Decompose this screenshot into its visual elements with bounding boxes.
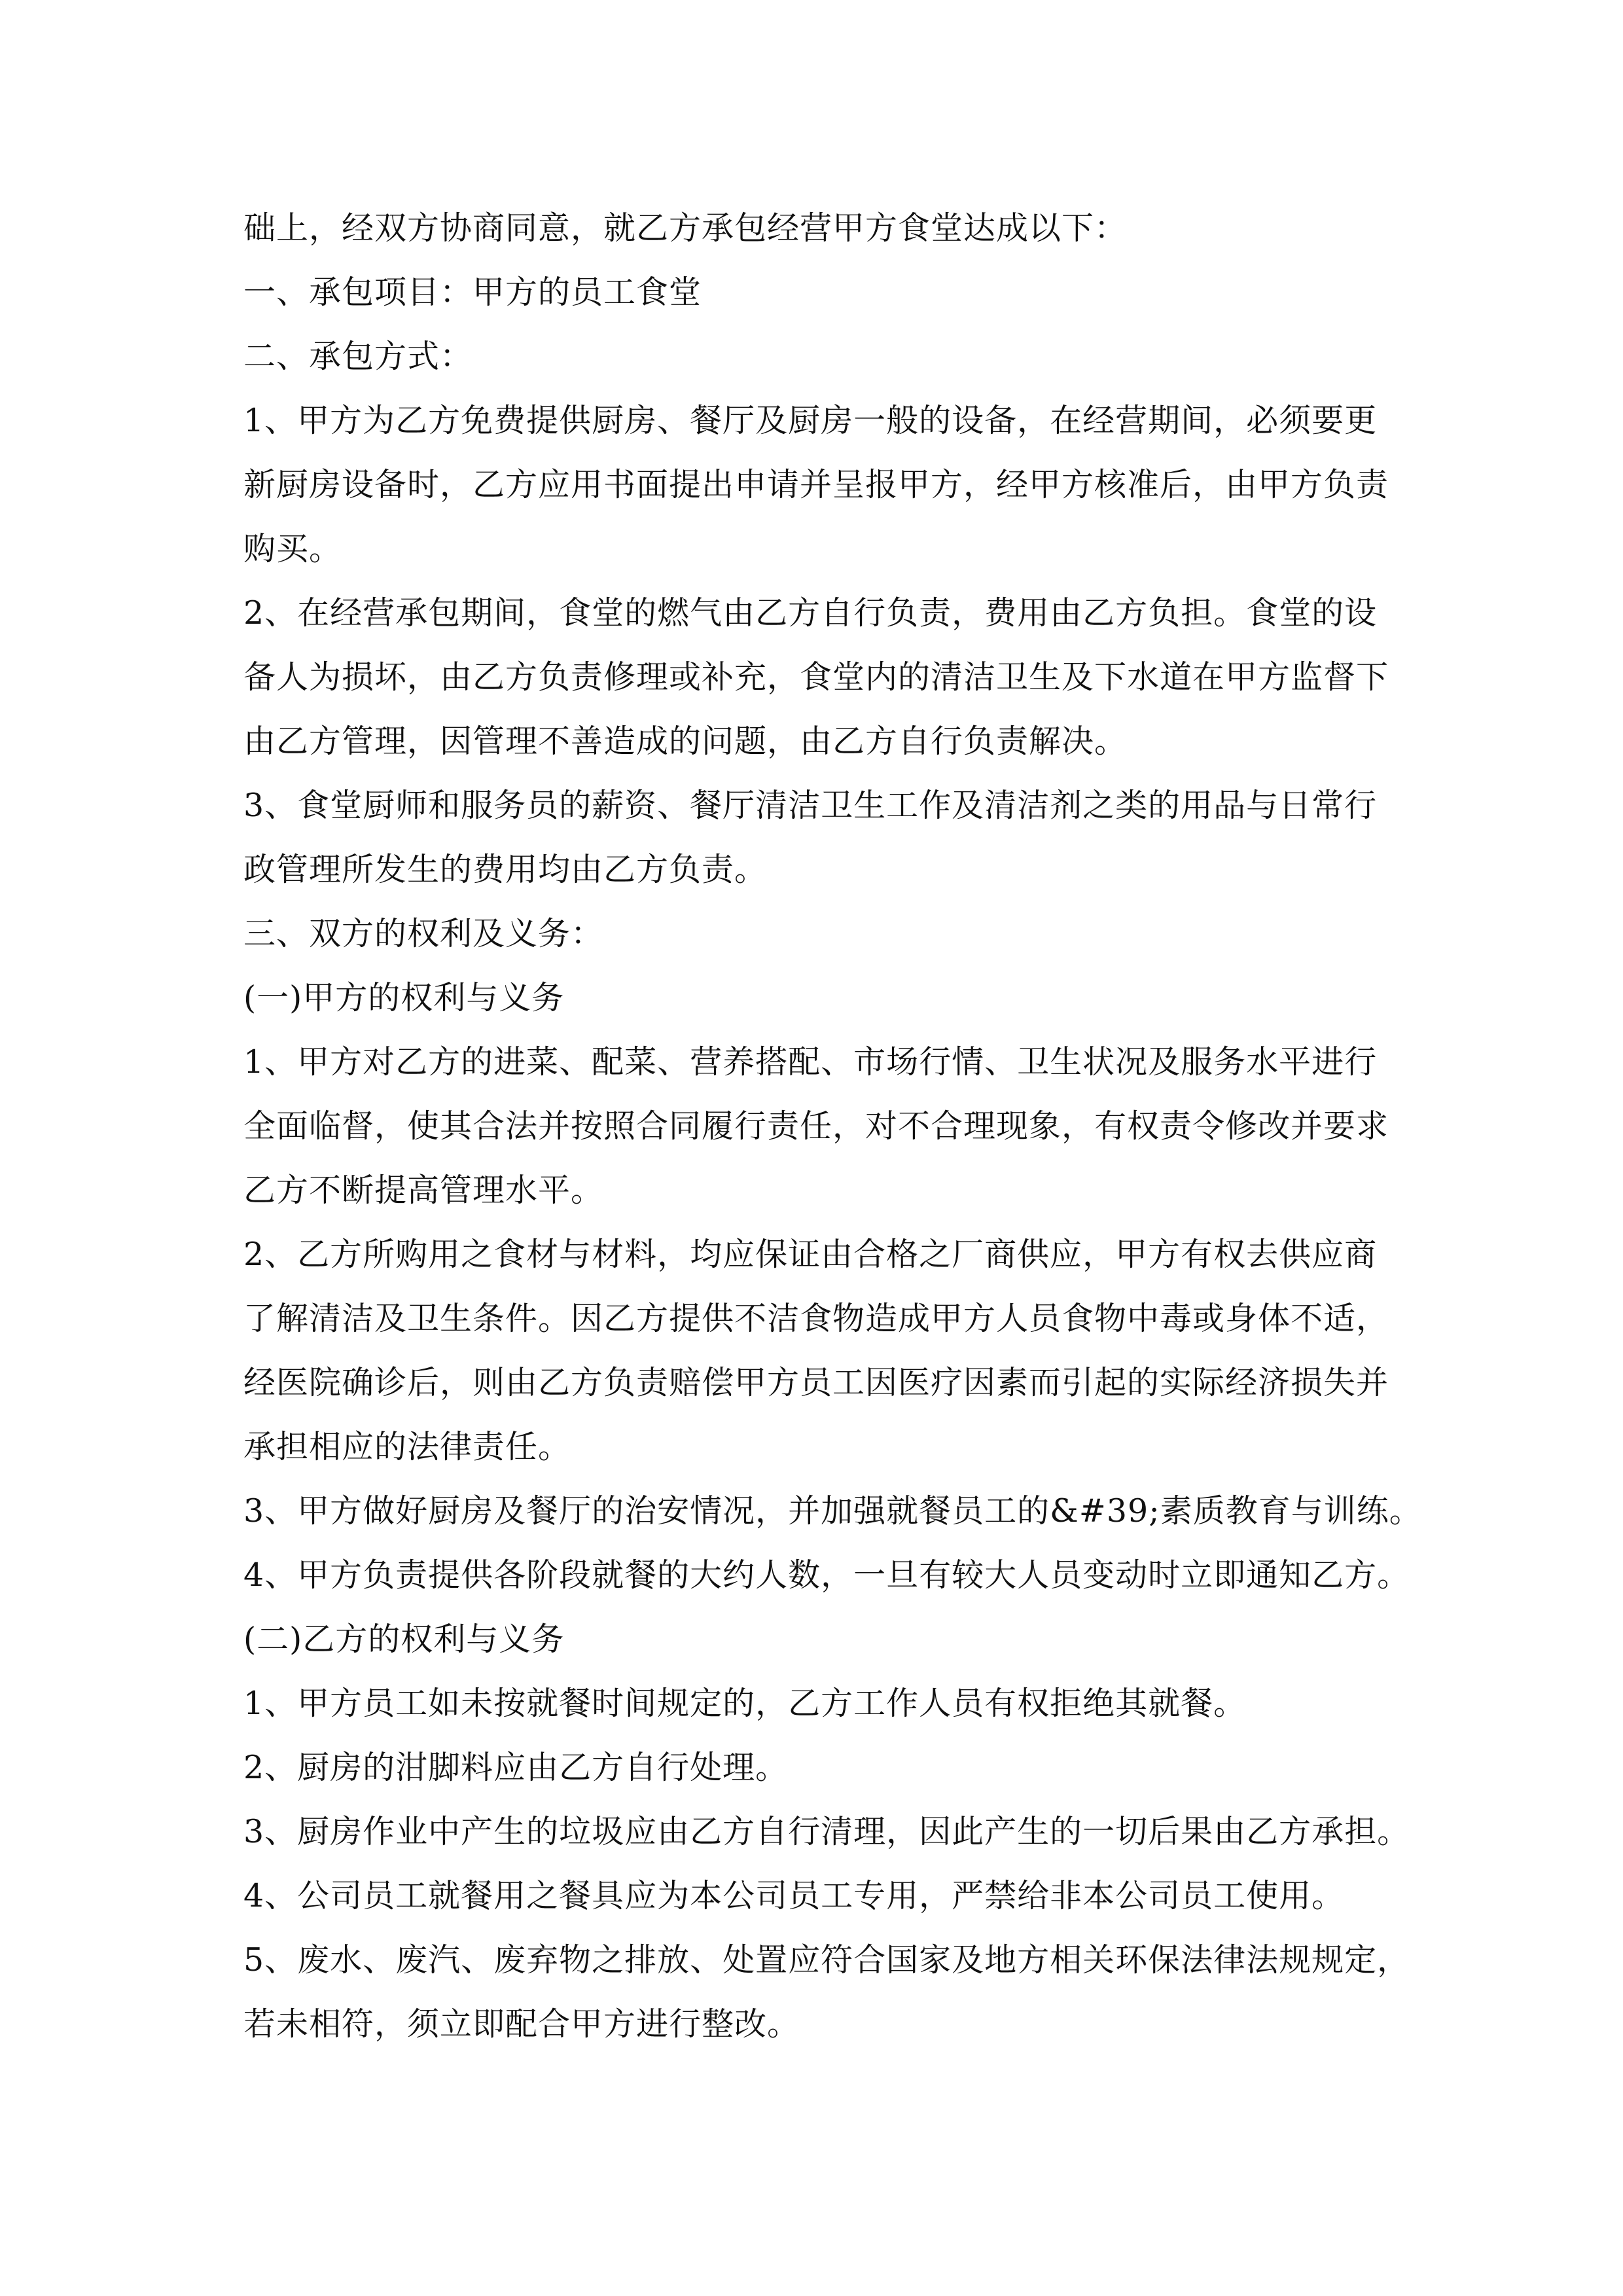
text-line: 4、甲方负责提供各阶段就餐的大约人数，一旦有较大人员变动时立即通知乙方。 (243, 1556, 1410, 1594)
text-line: 了解清洁及卫生条件。因乙方提供不洁食物造成甲方人员食物中毒或身体不适， (243, 1300, 1389, 1337)
text-line: (一)甲方的权利与义务 (243, 979, 565, 1016)
text-line: 2、厨房的泔脚料应由乙方自行处理。 (243, 1749, 789, 1786)
text-line: 政管理所发生的费用均由乙方负责。 (243, 851, 768, 888)
text-line: 由乙方管理，因管理不善造成的问题，由乙方自行负责解决。 (243, 723, 1128, 760)
text-line: 3、厨房作业中产生的垃圾应由乙方自行清理，因此产生的一切后果由乙方承担。 (243, 1813, 1410, 1850)
text-line: 2、乙方所购用之食材与材料，均应保证由合格之厂商供应，甲方有权去供应商 (243, 1236, 1378, 1273)
text-line: 二、承包方式： (243, 338, 473, 375)
document-body (243, 196, 1422, 2056)
text-line: 乙方不断提高管理水平。 (243, 1172, 604, 1209)
text-line: (二)乙方的权利与义务 (243, 1621, 565, 1658)
text-line: 3、食堂厨师和服务员的薪资、餐厅清洁卫生工作及清洁剂之类的用品与日常行 (243, 787, 1378, 824)
text-line: 一、承包项目：甲方的员工食堂 (243, 274, 702, 311)
text-line: 1、甲方员工如未按就餐时间规定的，乙方工作人员有权拒绝其就餐。 (243, 1685, 1247, 1722)
text-line: 若未相符，须立即配合甲方进行整改。 (243, 2005, 800, 2043)
text-line: 2、在经营承包期间，食堂的燃气由乙方自行负责，费用由乙方负担。食堂的设 (243, 594, 1378, 632)
text-line: 经医院确诊后，则由乙方负责赔偿甲方员工因医疗因素而引起的实际经济损失并 (243, 1364, 1389, 1401)
text-line: 5、废水、废汽、废弃物之排放、处置应符合国家及地方相关环保法律法规规定， (243, 1941, 1410, 1979)
text-line: 承担相应的法律责任。 (243, 1428, 571, 1465)
text-line: 新厨房设备时，乙方应用书面提出申请并呈报甲方，经甲方核准后，由甲方负责 (243, 466, 1389, 503)
text-line: 1、甲方为乙方免费提供厨房、餐厅及厨房一般的设备，在经营期间，必须要更 (243, 402, 1378, 439)
text-line: 备人为损坏，由乙方负责修理或补充，食堂内的清洁卫生及下水道在甲方监督下 (243, 658, 1389, 696)
text-line: 三、双方的权利及义务： (243, 915, 604, 952)
text-line: 全面临督，使其合法并按照合同履行责任，对不合理现象，有权责令修改并要求 (243, 1107, 1389, 1145)
text-line: 1、甲方对乙方的进菜、配菜、营养搭配、市场行情、卫生状况及服务水平进行 (243, 1043, 1378, 1081)
text-line: 3、甲方做好厨房及餐厅的治安情况，并加强就餐员工的&#39;素质教育与训练。 (243, 1492, 1422, 1530)
text-line: 4、公司员工就餐用之餐具应为本公司员工专用，严禁给非本公司员工使用。 (243, 1877, 1345, 1914)
text-line: 础上，经双方协商同意，就乙方承包经营甲方食堂达成以下： (243, 209, 1128, 247)
text-line: 购买。 (243, 530, 342, 567)
